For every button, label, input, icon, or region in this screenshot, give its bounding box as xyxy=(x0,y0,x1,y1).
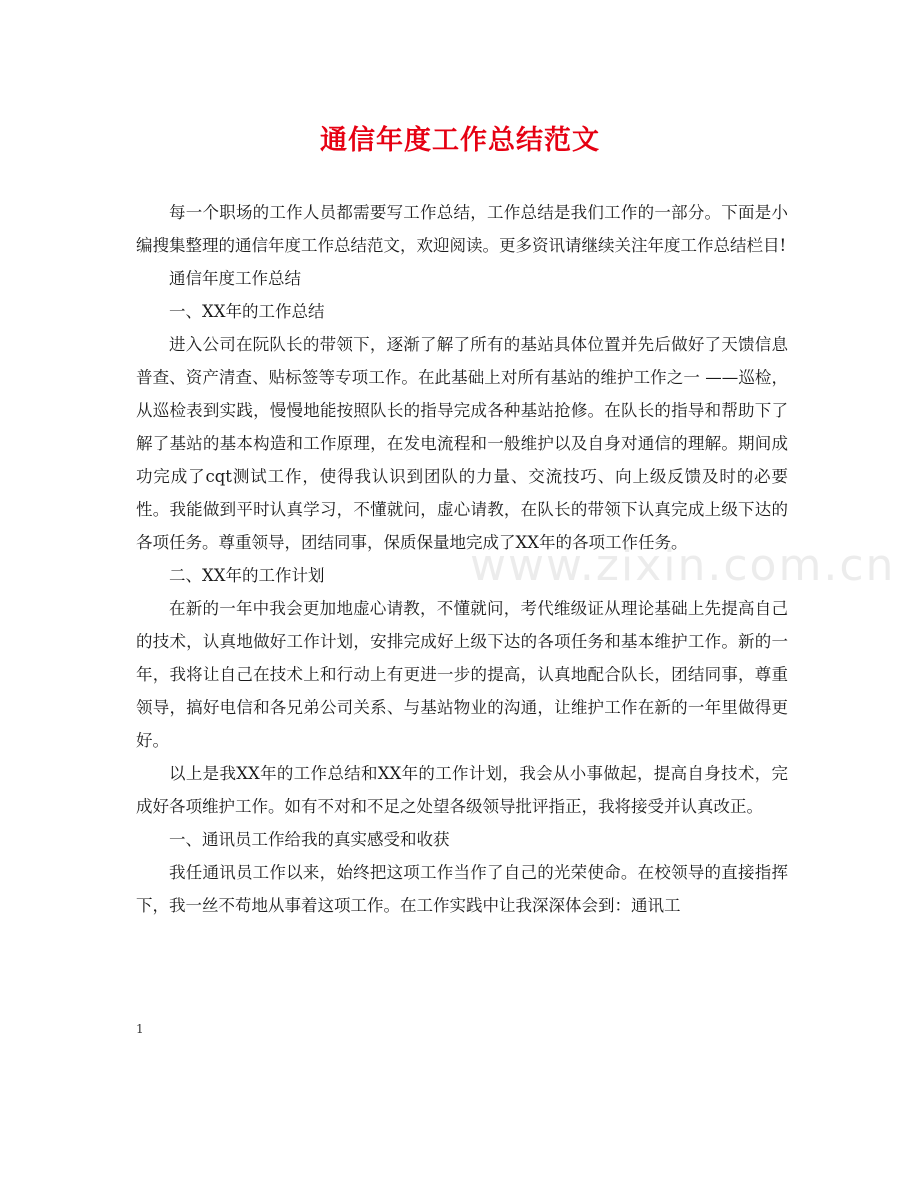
watermark: www.zixin.com.cn xyxy=(470,540,896,591)
paragraph-intro: 每一个职场的工作人员都需要写工作总结，工作总结是我们工作的一部分。下面是小编搜集整理的通信年度工作总结范文，欢迎阅读。更多资讯请继续关注年度工作总结栏目! xyxy=(136,203,788,255)
document-title: 通信年度工作总结范文 xyxy=(320,125,600,156)
paragraph-heading-plan: 二、XX年的工作计划 xyxy=(169,566,325,585)
paragraph-heading-correspondent: 一、通讯员工作给我的真实感受和收获 xyxy=(169,830,450,849)
paragraph-conclusion: 以上是我XX年的工作总结和XX年的工作计划，我会从小事做起，提高自身技术，完成好各项维护工作。如有不对和不足之处望各级领导批评指正，我将接受并认真改正。 xyxy=(136,764,788,816)
paragraph-summary-body: 进入公司在阮队长的带领下，逐渐了解了所有的基站具体位置并先后做好了天馈信息普查、资产清查、贴标签等专项工作。在此基础上对所有基站的维护工作之一 ——巡检，从巡检表到实践，慢慢地能按照队长的指导完成各种基站抢修。在队长的指导和帮助下了解了基站的基本构造和工作原理，在发电流程和一般维护以及自身对通信的理解。期间成功完成了cqt测试工作，使得我认识到团队的力量、交流技巧、向上级反馈及时的必要性。我能做到平时认真学习，不懂就问，虚心请教，在队长的带领下认真完成上级下达的各项任务。尊重领导，团结同事，保质保量地完成了XX年的各项工作任务。 xyxy=(136,335,788,552)
page-number: 1 xyxy=(136,1022,144,1036)
paragraph-heading-summary: 一、XX年的工作总结 xyxy=(169,302,325,321)
document-body xyxy=(136,196,788,922)
paragraph-correspondent-body: 我任通讯员工作以来，始终把这项工作当作了自己的光荣使命。在校领导的直接指挥下，我一丝不苟地从事着这项工作。在工作实践中让我深深体会到：通讯工 xyxy=(136,863,788,915)
paragraph-plan-body: 在新的一年中我会更加地虚心请教，不懂就问，考代维级证从理论基础上先提高自己的技术，认真地做好工作计划，安排完成好上级下达的各项任务和基本维护工作。新的一年，我将让自己在技术上和行动上有更进一步的提高，认真地配合队长，团结同事，尊重领导，搞好电信和各兄弟公司关系、与基站物业的沟通，让维护工作在新的一年里做得更好。 xyxy=(136,599,788,750)
paragraph-heading-main: 通信年度工作总结 xyxy=(169,269,301,288)
